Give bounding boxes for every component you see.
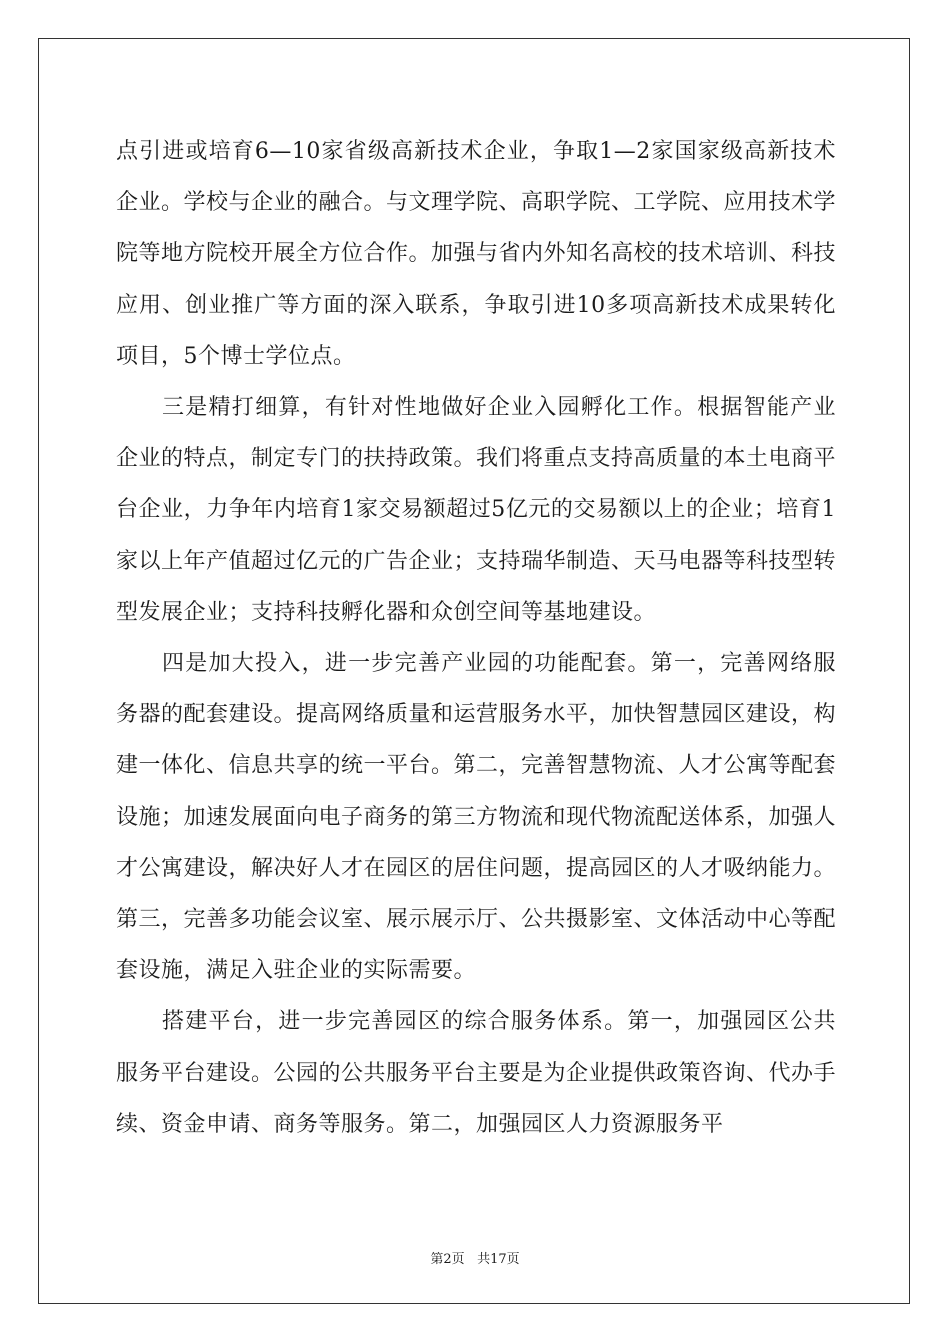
document-body bbox=[116, 126, 836, 1150]
paragraph-1: 点引进或培育6—10家省级高新技术企业，争取1—2家国家级高新技术企业。学校与企业的融合。与文理学院、高职学院、工学院、应用技术学院等地方院校开展全方位合作。加强与省内外知名高校的技术培训、科技应用、创业推广等方面的深入联系，争取引进10多项高新技术成果转化项目，5个博士学位点。 bbox=[116, 139, 837, 369]
total-pages-label: 共17页 bbox=[477, 1252, 520, 1267]
paragraph-3: 四是加大投入，进一步完善产业园的功能配套。第一，完善网络服务器的配套建设。提高网络质量和运营服务水平，加快智慧园区建设，构建一体化、信息共享的统一平台。第二，完善智慧物流、人才公寓等配套设施；加速发展面向电子商务的第三方物流和现代物流配送体系，加强人才公寓建设，解决好人才在园区的居住问题，提高园区的人才吸纳能力。第三，完善多功能会议室、展示展示厅、公共摄影室、文体活动中心等配套设施，满足入驻企业的实际需要。 bbox=[116, 651, 837, 984]
paragraph-4: 搭建平台，进一步完善园区的综合服务体系。第一，加强园区公共服务平台建设。公园的公共服务平台主要是为企业提供政策咨询、代办手续、资金申请、商务等服务。第二，加强园区人力资源服务平 bbox=[116, 1009, 837, 1137]
current-page-label: 第2页 bbox=[430, 1252, 465, 1267]
page-footer bbox=[0, 1248, 950, 1267]
paragraph-2: 三是精打细算，有针对性地做好企业入园孵化工作。根据智能产业企业的特点，制定专门的扶持政策。我们将重点支持高质量的本土电商平台企业，力争年内培育1家交易额超过5亿元的交易额以上的企业；培育1家以上年产值超过亿元的广告企业；支持瑞华制造、天马电器等科技型转型发展企业；支持科技孵化器和众创空间等基地建设。 bbox=[116, 395, 837, 625]
